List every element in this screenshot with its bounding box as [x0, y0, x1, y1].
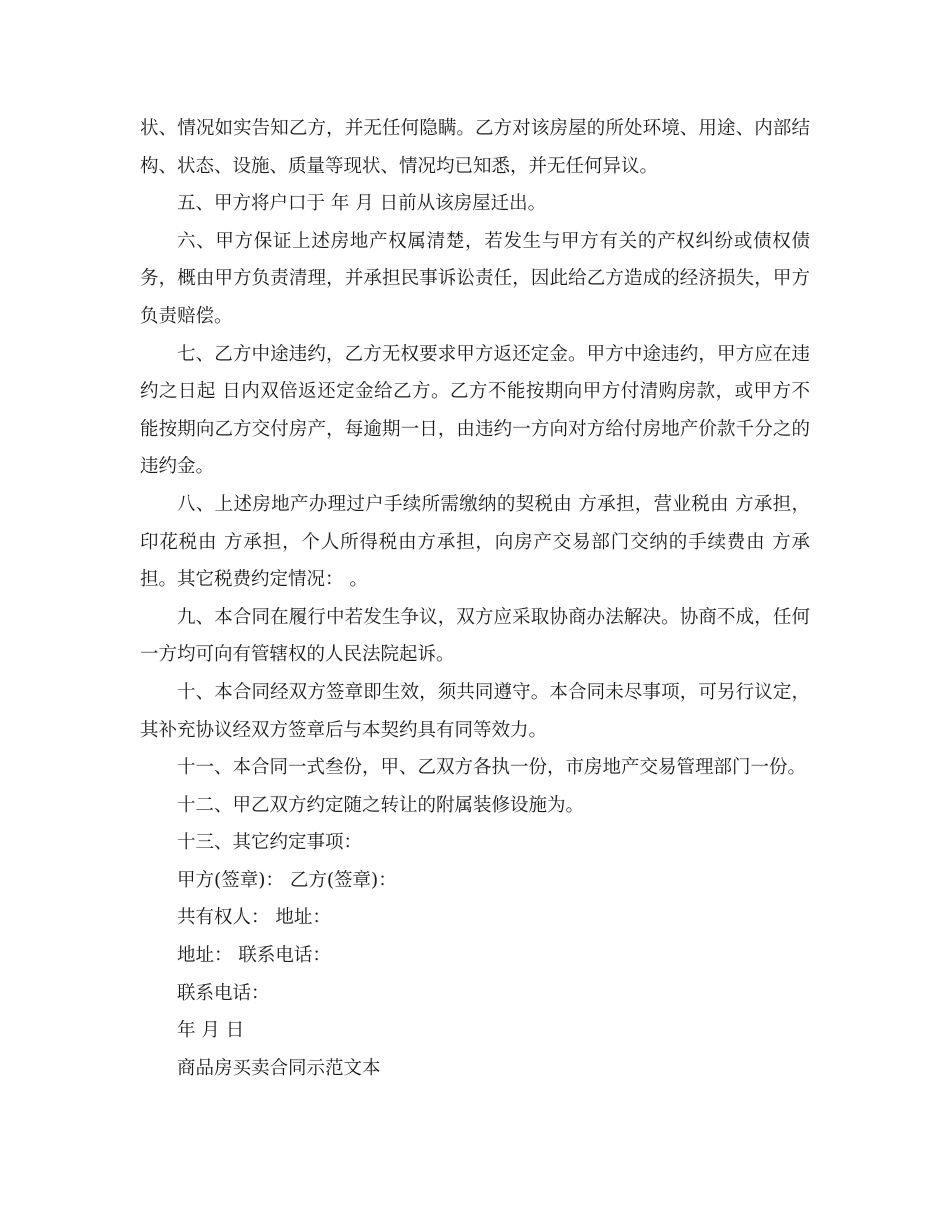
- clause-12: 十二、甲乙双方约定随之转让的附属装修设施为。: [177, 794, 585, 816]
- clause-6: 六、甲方保证上述房地产权属清楚，若发生与甲方有关的产权纠纷或债权债务，概由甲方负责清理，并承担民事诉讼责任，因此给乙方造成的经济损失，甲方负责赔偿。: [140, 230, 810, 327]
- clause-9: 九、本合同在履行中若发生争议，双方应采取协商办法解决。协商不成，任何一方均可向有管辖权的人民法院起诉。: [140, 606, 810, 666]
- contract-body: [140, 110, 810, 1087]
- date-line: 年 月 日: [177, 1020, 245, 1042]
- clause-7: 七、乙方中途违约，乙方无权要求甲方返还定金。甲方中途违约，甲方应在违约之日起 日内双倍返还定金给乙方。乙方不能按期向甲方付清购房款，或甲方不能按期向乙方交付房产，每逾期一日，由违约一方向对方给付房地产价款千分之的违约金。: [140, 343, 810, 478]
- phone-line: 联系电话：: [177, 982, 270, 1004]
- next-document-title: 商品房买卖合同示范文本: [177, 1057, 381, 1079]
- clause-10: 十、本合同经双方签章即生效，须共同遵守。本合同未尽事项，可另行议定，其补充协议经双方签章后与本契约具有同等效力。: [140, 681, 810, 741]
- clause-8: 八、上述房地产办理过户手续所需缴纳的契税由 方承担，营业税由 方承担，印花税由 方承担，个人所得税由方承担，向房产交易部门交纳的手续费由 方承担。其它税费约定情况： 。: [140, 493, 810, 591]
- signature-parties-line: 甲方(签章)： 乙方(签章)：: [177, 869, 397, 891]
- clause-5: 五、甲方将户口于 年 月 日前从该房屋迁出。: [177, 193, 547, 215]
- co-owner-address-line: 共有权人： 地址：: [177, 907, 331, 929]
- address-phone-line: 地址： 联系电话：: [177, 945, 331, 967]
- clause-11: 十一、本合同一式叁份，甲、乙双方各执一份，市房地产交易管理部门一份。: [177, 757, 807, 779]
- paragraph-continuation: 状、情况如实告知乙方，并无任何隐瞒。乙方对该房屋的所处环境、用途、内部结构、状态、设施、质量等现状、情况均已知悉，并无任何异议。: [140, 118, 810, 177]
- clause-13: 十三、其它约定事项：: [177, 832, 363, 854]
